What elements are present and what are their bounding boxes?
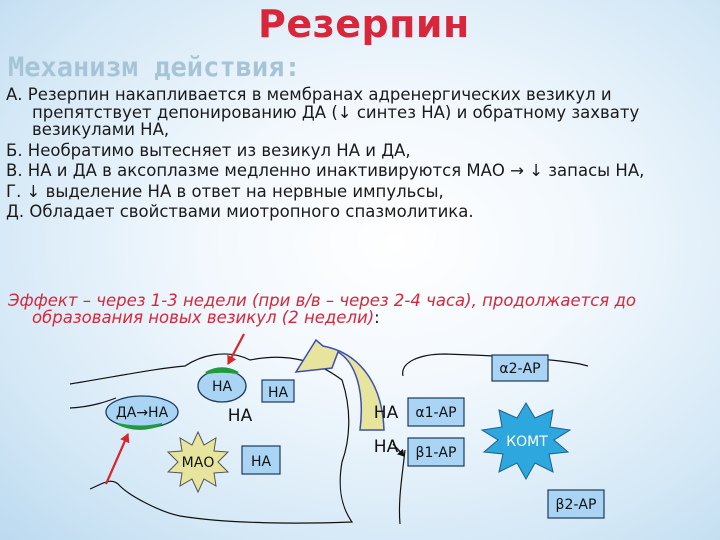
alpha1-receptor-label: α1-АР — [415, 405, 457, 421]
mao-label: МАО — [181, 455, 215, 471]
curved-arrow — [296, 340, 384, 430]
beta1-receptor-label: β1-АР — [415, 445, 457, 461]
komt-label: КОМТ — [506, 434, 548, 450]
mechanism-item-c: В. НА и ДА в аксоплазме медленно инактивируются МАО → ↓ запасы НА, — [6, 161, 645, 180]
reserpine-arrow-1 — [106, 434, 128, 484]
mechanism-item-a: А. Резерпин накапливается в мембранах адренергических везикул и препятствует депонированию ДА (↓ синтез НА) и обратному захвату везикулами НА, — [6, 85, 640, 139]
na-bottom-label: НА — [250, 454, 272, 470]
effect-main: Эффект – через 1-3 недели (при в/в – через 2-4 часа), продолжается до образования новых везикул (2 недели) — [8, 291, 636, 327]
mechanism-item-b: Б. Необратимо вытесняет из везикул НА и ДА, — [6, 140, 411, 160]
vesicle-1-label: ДА→НА — [115, 405, 169, 421]
na-axoplasm-label: НА — [227, 406, 253, 426]
beta2-receptor-label: β2-АР — [555, 497, 597, 513]
slide-subtitle: Механизм действия: — [8, 52, 301, 83]
slide-title: Резерпин — [258, 2, 470, 46]
alpha2-receptor-label: α2-АР — [499, 361, 541, 377]
na-released-label: НА — [267, 385, 289, 401]
reserpine-arrow-2 — [228, 334, 244, 364]
vesicle-2-label: НА — [211, 379, 233, 395]
vesicle-2-membrane-mark — [206, 369, 238, 374]
mechanism-item-d: Г. ↓ выделение НА в ответ на нервные импульсы, — [6, 181, 444, 201]
na-cleft-label-1: НА — [373, 403, 399, 423]
mechanism-item-e: Д. Обладает свойствами миотропного спазмолитика. — [6, 202, 474, 221]
effect-tail: : — [374, 308, 380, 327]
na-cleft-label-2: НА — [373, 437, 399, 457]
